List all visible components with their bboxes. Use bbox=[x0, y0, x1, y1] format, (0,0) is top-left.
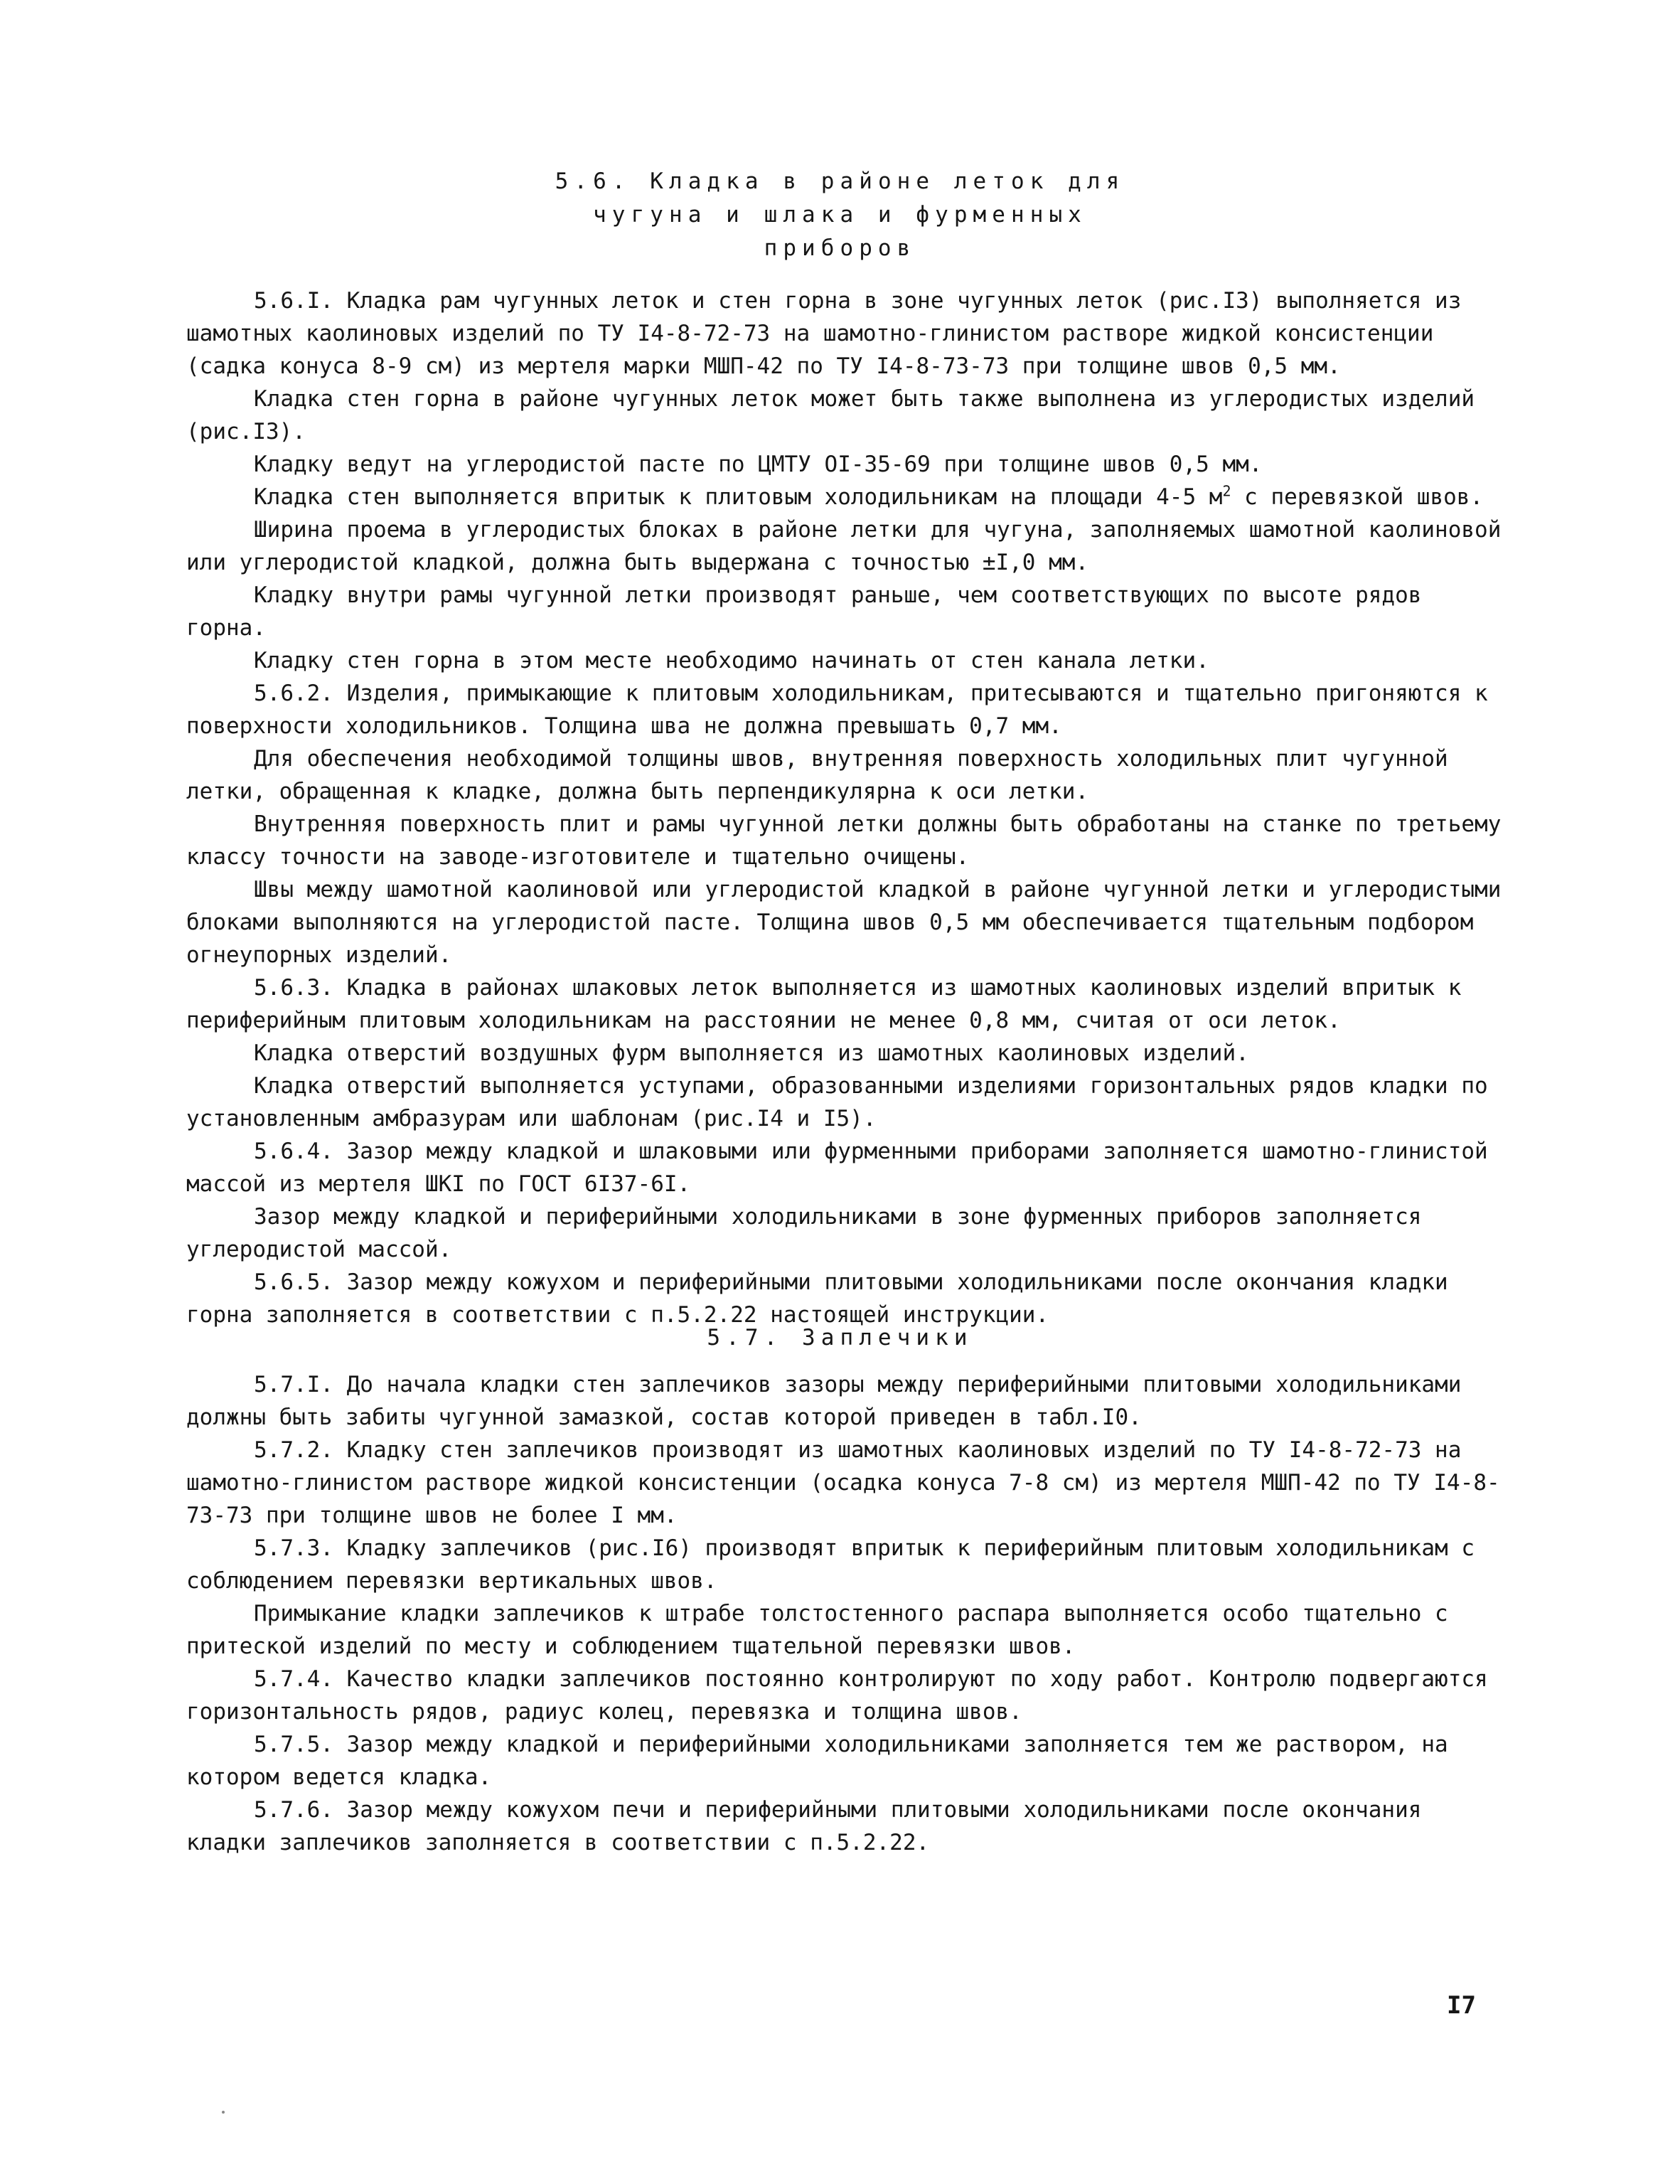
page-number: I7 bbox=[1447, 1991, 1476, 2020]
paragraph: Кладку внутри рамы чугунной летки производят раньше, чем соответствующих по высоте рядов горна. bbox=[186, 582, 1422, 641]
paragraph: Швы между шамотной каолиновой или углеродистой кладкой в районе чугунной летки и углеродистыми блоками выполняются на углеродистой пасте. Толщина швов 0,5 мм обеспечивается тщательным подбором огнеупорных изделий. bbox=[186, 877, 1502, 968]
paragraph: Кладку стен горна в этом месте необходимо начинать от стен канала летки. bbox=[254, 648, 1209, 673]
paragraph: Для обеспечения необходимой толщины швов, внутренняя поверхность холодильных плит чугунной летки, обращенная к кладке, должна быть перпендикулярна к оси летки. bbox=[186, 746, 1448, 804]
paragraph-5-6-4: 5.6.4. Зазор между кладкой и шлаковыми или фурменными приборами заполняется шамотно-глинистой массой из мертеля ШКI по ГОСТ 6I37-6I. bbox=[186, 1139, 1488, 1197]
paragraph-5-7-3: 5.7.3. Кладку заплечиков (рис.I6) производят впритык к периферийным плитовым холодильникам с соблюдением перевязки вертикальных швов. bbox=[186, 1535, 1475, 1594]
section-5-7-heading bbox=[0, 1321, 1680, 1355]
cooler-text: Кладка стен выполняется впритык к плитовым холодильникам на площади 4-5 м bbox=[254, 484, 1223, 510]
paragraph: Примыкание кладки заплечиков к штрабе толстостенного распара выполняется особо тщательно с притеской изделий по месту и соблюдением тщательной перевязки швов. bbox=[186, 1601, 1448, 1659]
paragraph: Ширина проема в углеродистых блоках в районе летки для чугуна, заполняемых шамотной каолиновой или углеродистой кладкой, должна быть выдержана с точностью ±I,0 мм. bbox=[186, 517, 1502, 575]
paragraph: Внутренняя поверхность плит и рамы чугунной летки должны быть обработаны на станке по третьему классу точности на заводе-изготовителе и тщательно очищены. bbox=[186, 811, 1502, 870]
superscript-2: 2 bbox=[1222, 482, 1231, 500]
section-5-6-body bbox=[186, 284, 1509, 1331]
section-5-6-heading bbox=[0, 165, 1680, 265]
paragraph-5-6-5: 5.6.5. Зазор между кожухом и периферийными плитовыми холодильниками после окончания кладки горна заполняется в соответствии с п.5.2.22 настоящей инструкции. bbox=[186, 1269, 1448, 1328]
paragraph-5-6-2: 5.6.2. Изделия, примыкающие к плитовым холодильникам, притесываются и тщательно пригоняются к поверхности холодильников. Толщина шва не должна превышать 0,7 мм. bbox=[186, 681, 1488, 739]
paragraph-5-7-4: 5.7.4. Качество кладки заплечиков постоянно контролируют по ходу работ. Контролю подвергаются горизонтальность рядов, радиус колец, перевязка и толщина швов. bbox=[186, 1666, 1488, 1725]
heading-line: 5.7. Заплечики bbox=[707, 1325, 973, 1351]
paragraph-5-7-2: 5.7.2. Кладку стен заплечиков производят из шамотных каолиновых изделий по ТУ I4-8-72-73 на шамотно-глинистом растворе жидкой консистенции (осадка конуса 7-8 см) из мертеля МШП-42 по ТУ I4-8-73-73 при толщине швов не более I мм. bbox=[186, 1437, 1500, 1528]
paragraph-5-7-5: 5.7.5. Зазор между кладкой и периферийными холодильниками заполняется тем же раствором, на котором ведется кладка. bbox=[186, 1732, 1448, 1790]
scan-speck bbox=[222, 2111, 225, 2114]
heading-line-1: 5.6. Кладка в районе леток для bbox=[555, 169, 1125, 194]
paragraph: Зазор между кладкой и периферийными холодильниками в зоне фурменных приборов заполняется углеродистой массой. bbox=[186, 1204, 1422, 1262]
cooler-text-end: с перевязкой швов. bbox=[1231, 484, 1484, 510]
paragraph-5-6-1: 5.6.I. Кладка рам чугунных леток и стен горна в зоне чугунных леток (рис.I3) выполняется из шамотных каолиновых изделий по ТУ I4-8-72-73 на шамотно-глинистом растворе жидкой консистенции (садка конуса 8-9 см) из мертеля марки МШП-42 по ТУ I4-8-73-73 при толщине швов 0,5 мм. bbox=[186, 288, 1462, 379]
section-5-7-body bbox=[186, 1368, 1509, 1859]
paragraph-cooler-area bbox=[186, 481, 1509, 513]
heading-line-2: чугуна и шлака и фурменных bbox=[593, 202, 1087, 228]
heading-line-3: приборов bbox=[764, 235, 916, 261]
paragraph: Кладку ведут на углеродистой пасте по ЦМТУ OI-35-69 при толщине швов 0,5 мм. bbox=[254, 452, 1263, 477]
paragraph-5-6-3: 5.6.3. Кладка в районах шлаковых леток выполняется из шамотных каолиновых изделий впритык к периферийным плитовым холодильникам на расстоянии не менее 0,8 мм, считая от оси леток. bbox=[186, 975, 1462, 1033]
paragraph: Кладка отверстий выполняется уступами, образованными изделиями горизонтальных рядов кладки по установленным амбразурам или шаблонам (рис.I4 и I5). bbox=[186, 1073, 1488, 1131]
paragraph-5-7-6: 5.7.6. Зазор между кожухом печи и периферийными плитовыми холодильниками после окончания кладки заплечиков заполняется в соответствии с п.5.2.22. bbox=[186, 1797, 1422, 1855]
paragraph-5-7-1: 5.7.I. До начала кладки стен заплечиков зазоры между периферийными плитовыми холодильниками должны быть забиты чугунной замазкой, состав которой приведен в табл.I0. bbox=[186, 1372, 1462, 1430]
paragraph: Кладка стен горна в районе чугунных леток может быть также выполнена из углеродистых изделий (рис.I3). bbox=[186, 386, 1475, 444]
paragraph: Кладка отверстий воздушных фурм выполняется из шамотных каолиновых изделий. bbox=[254, 1040, 1249, 1066]
